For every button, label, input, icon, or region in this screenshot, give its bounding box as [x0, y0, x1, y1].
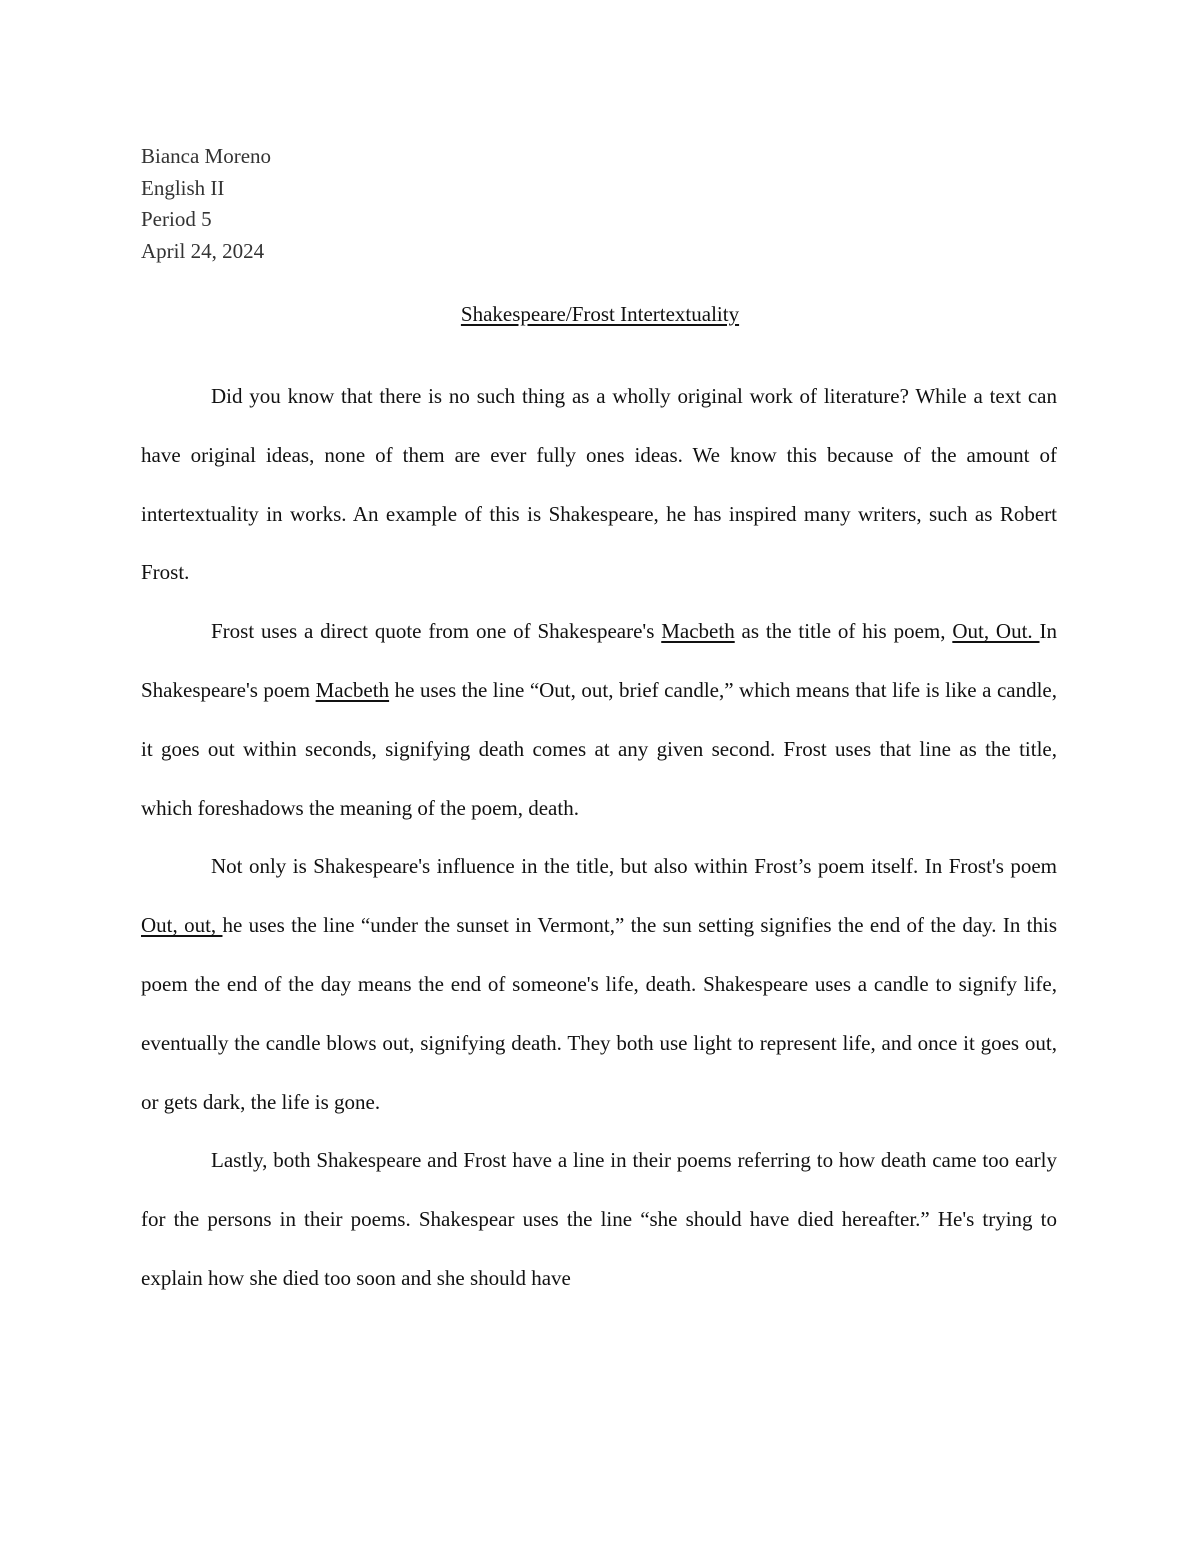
paragraph-2-text-2: as the title of his poem, — [734, 619, 953, 644]
work-title-out-out-2: Out, out, — [141, 913, 223, 938]
essay-title: Shakespeare/Frost Intertextuality — [460, 302, 740, 326]
paragraph-2-text-4: he uses the line “Out, out, brief candle,” which means that life is like a candle, it goes out within seconds, signifying death comes at any given second. Frost uses that line as the title, which foreshadows the meaning of the poem, death. — [141, 677, 1058, 820]
paragraph-2-text-3: In Shakespeare's poem — [141, 619, 1058, 702]
work-title-macbeth-2: Macbeth — [315, 677, 390, 702]
paragraph-2 — [141, 602, 1057, 837]
paragraph-4: Lastly, both Shakespeare and Frost have a line in their poems referring to how death came too early for the persons in their poems. Shakespear uses the line “she should have died hereafter.” He's trying to explain how she died too soon and she should have — [141, 1148, 1057, 1290]
paragraph-3-text-1: Not only is Shakespeare's influence in the title, but also within Frost’s poem itself. In Frost's poem — [211, 854, 1057, 879]
work-title-macbeth: Macbeth — [661, 619, 735, 644]
student-name: Bianca Moreno — [141, 144, 272, 168]
paragraph-3-text-2: he uses the line “under the sunset in Vermont,” the sun setting signifies the end of the day. In this poem the end of the day means the end of someone's life, death. Shakespeare uses a candle to signify life, eventually the candle blows out, signifying death. They both use light to represent life, and once it goes out, or gets dark, the life is gone. — [141, 913, 1057, 1114]
paragraph-3 — [141, 837, 1057, 1131]
paragraph-1: Did you know that there is no such thing as a wholly original work of literature? While a text can have original ideas, none of them are ever fully ones ideas. We know this because of the amount of intertextuality in works. An example of this is Shakespeare, he has inspired many writers, such as Robert Frost. — [141, 384, 1057, 585]
essay-date: April 24, 2024 — [141, 238, 265, 263]
student-header — [141, 141, 271, 267]
work-title-out-out: Out, Out. — [952, 619, 1040, 644]
paragraph-2-text-1: Frost uses a direct quote from one of Shakespeare's — [211, 619, 662, 644]
class-period: Period 5 — [141, 207, 212, 231]
course-name: English II — [141, 175, 225, 200]
essay-body — [141, 367, 1057, 1308]
